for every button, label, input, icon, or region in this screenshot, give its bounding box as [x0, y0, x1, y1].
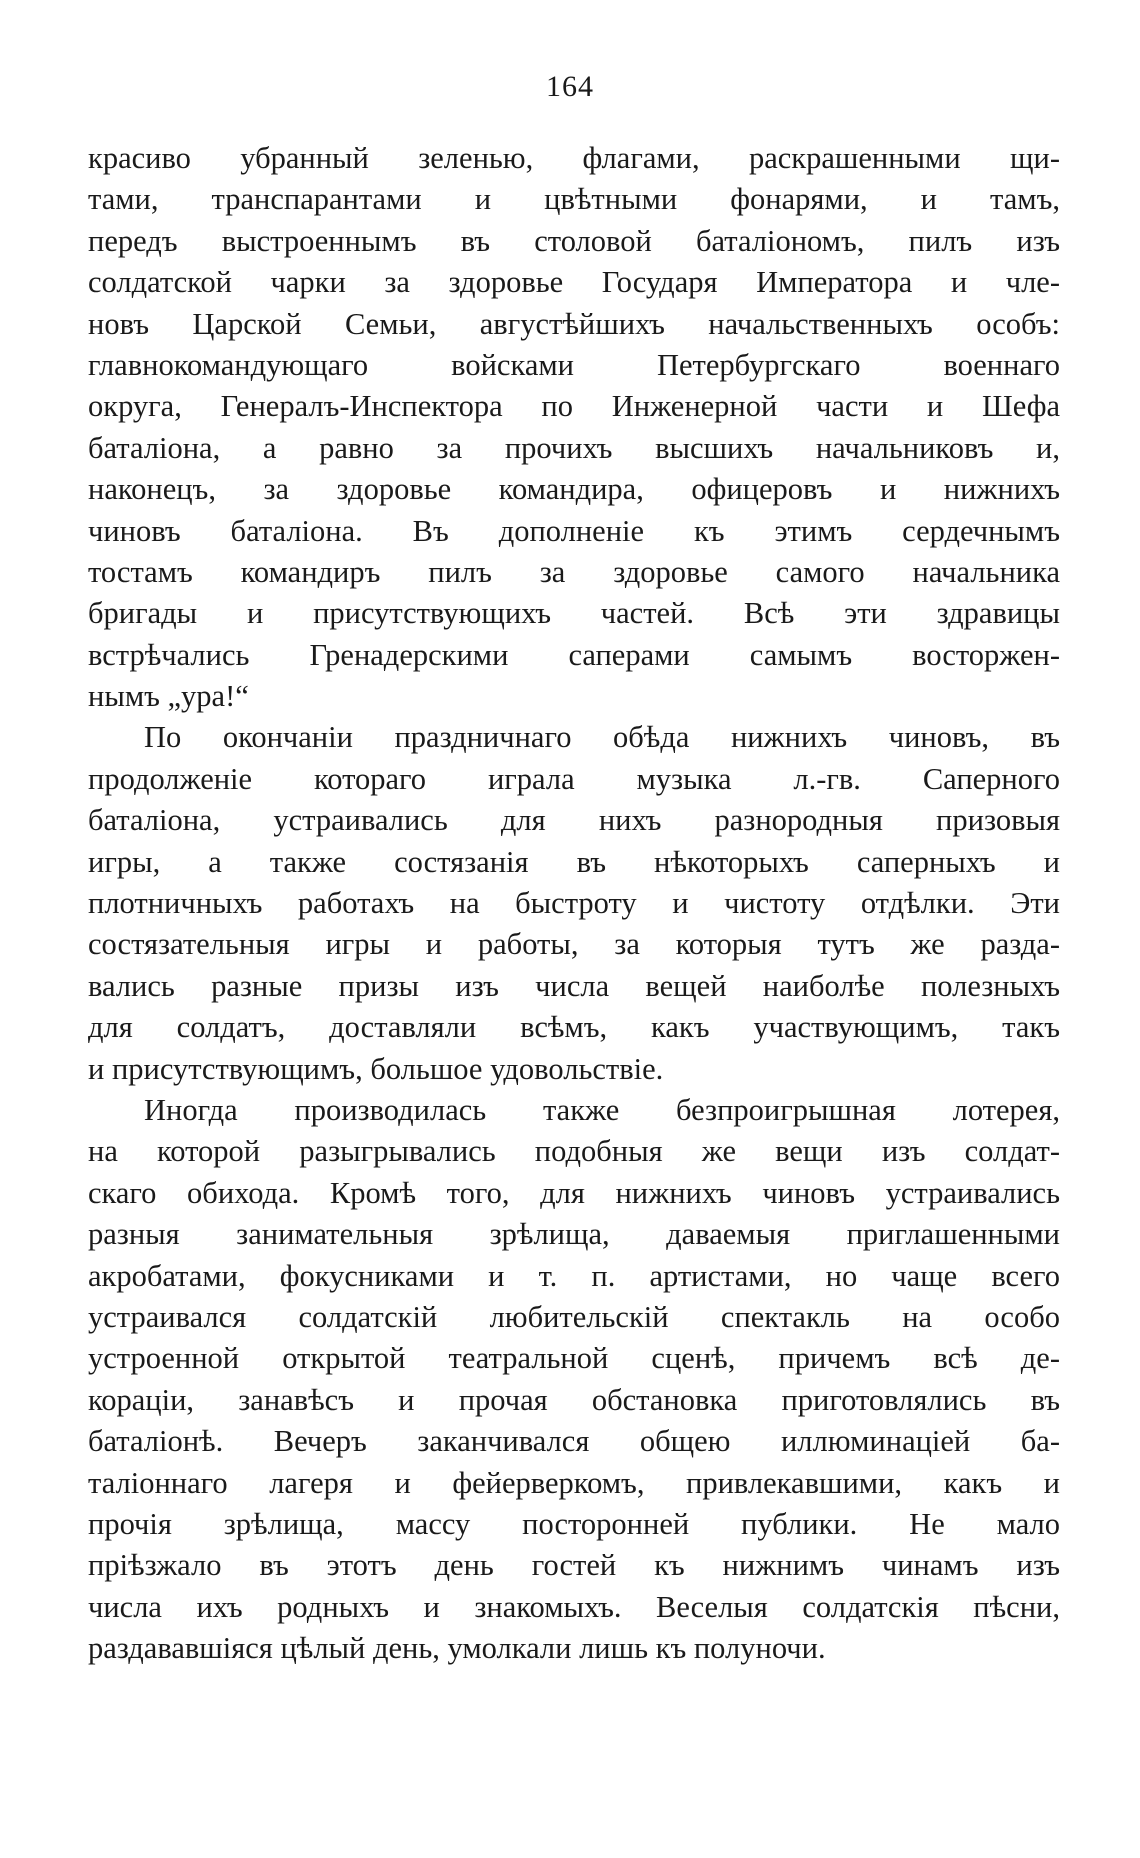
text-line: наконецъ, за здоровье командира, офицеровъ и нижнихъ — [88, 472, 1060, 507]
text-line: устраивался солдатскій любительскій спектакль на особо — [88, 1299, 1060, 1334]
text-line: разныя занимательныя зрѣлища, даваемыя приглашенными — [88, 1217, 1060, 1252]
text-line: вались разные призы изъ числа вещей наиболѣе полезныхъ — [88, 968, 1060, 1003]
text-line: чиновъ баталіона. Въ дополненіе къ этимъ сердечнымъ — [88, 513, 1060, 548]
text-line: тами, транспарантами и цвѣтными фонарями, и тамъ, — [88, 182, 1060, 217]
page-number: 164 — [546, 70, 594, 103]
text-line: баталіона, а равно за прочихъ высшихъ начальниковъ и, — [88, 430, 1060, 465]
text-line: прочія зрѣлища, массу посторонней публики. Не мало — [88, 1506, 1060, 1541]
text-line: передъ выстроеннымъ въ столовой баталіономъ, пилъ изъ — [88, 223, 1060, 258]
text-line: красиво убранный зеленью, флагами, раскрашенными щи- — [88, 141, 1060, 175]
text-line: баталіона, устраивались для нихъ разнородныя призовыя — [88, 803, 1060, 838]
text-line: главнокомандующаго войсками Петербургскаго военнаго — [88, 347, 1060, 382]
paragraph — [88, 717, 1060, 1090]
text-line: встрѣчались Гренадерскими саперами самымъ восторжен- — [88, 637, 1060, 672]
body-text — [88, 138, 1060, 1669]
paragraph — [88, 138, 1060, 717]
text-line: По окончаніи праздничнаго обѣда нижнихъ чиновъ, въ — [144, 720, 1060, 755]
text-line: округа, Генералъ-Инспектора по Инженерной части и Шефа — [88, 389, 1060, 424]
text-line: для солдатъ, доставляли всѣмъ, какъ участвующимъ, такъ — [88, 1010, 1060, 1045]
text-line: Иногда производилась также безпроигрышная лотерея, — [144, 1092, 1060, 1127]
text-line: игры, а также состязанія въ нѣкоторыхъ саперныхъ и — [88, 844, 1060, 879]
text-line: бригады и присутствующихъ частей. Всѣ эти здравицы — [88, 596, 1060, 631]
text-line: солдатской чарки за здоровье Государя Императора и чле- — [88, 265, 1060, 300]
text-line: состязательныя игры и работы, за которыя тутъ же разда- — [88, 927, 1060, 962]
text-line: баталіонѣ. Вечеръ заканчивался общею иллюминаціей ба- — [88, 1424, 1060, 1459]
text-line: на которой разыгрывались подобныя же вещи изъ солдат- — [88, 1134, 1060, 1169]
text-line: плотничныхъ работахъ на быстроту и чистоту отдѣлки. Эти — [88, 886, 1060, 921]
text-line: кораціи, занавѣсъ и прочая обстановка приготовлялись въ — [88, 1382, 1060, 1417]
text-line: устроенной открытой театральной сценѣ, причемъ всѣ де- — [88, 1341, 1060, 1376]
text-line: раздававшіяся цѣлый день, умолкали лишь къ полуночи. — [88, 1631, 826, 1666]
text-line: и присутствующимъ, большое удовольствіе. — [88, 1051, 664, 1086]
paragraph — [88, 1090, 1060, 1669]
text-line: числа ихъ родныхъ и знакомыхъ. Веселыя солдатскія пѣсни, — [88, 1589, 1060, 1624]
text-line: таліоннаго лагеря и фейерверкомъ, привлекавшими, какъ и — [88, 1465, 1060, 1500]
text-line: новъ Царской Семьи, августѣйшихъ начальственныхъ особъ: — [88, 306, 1060, 341]
text-line: тостамъ командиръ пилъ за здоровье самого начальника — [88, 554, 1060, 589]
text-line: продолженіе котораго играла музыка л.-гв. Саперного — [88, 761, 1060, 796]
text-line: пріѣзжало въ этотъ день гостей къ нижнимъ чинамъ изъ — [88, 1548, 1060, 1583]
text-line: скаго обихода. Кромѣ того, для нижнихъ чиновъ устраивались — [88, 1175, 1060, 1210]
text-line: нымъ „ура!“ — [88, 679, 249, 714]
text-line: акробатами, фокусниками и т. п. артистами, но чаще всего — [88, 1258, 1060, 1293]
